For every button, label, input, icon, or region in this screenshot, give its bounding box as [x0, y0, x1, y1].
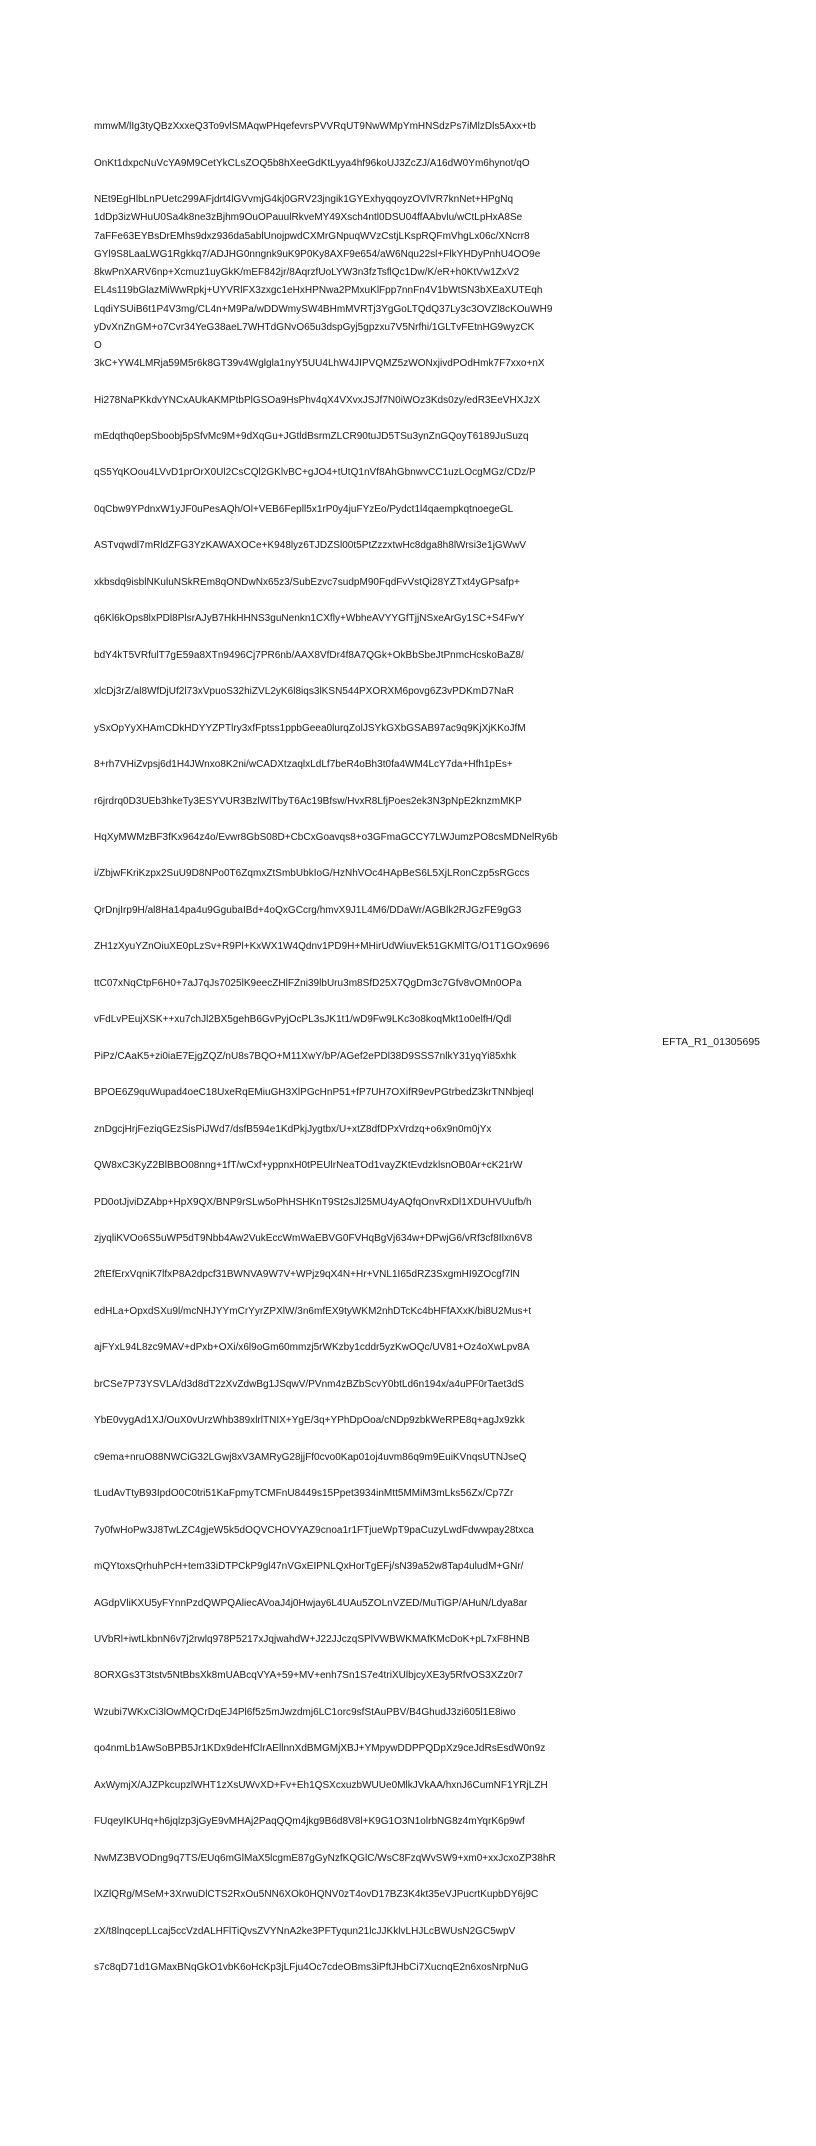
- text-line: EL4s119bGlazMiWwRpkj+UYVRlFX3zxgc1eHxHPNwa2PMxuKlFpp7nnFn4V1bWtSN3bXEaXUTEqh: [94, 285, 543, 297]
- text-line: tLudAvTtyB93IpdO0C0tri51KaFpmyTCMFnU8449s15Ppet3934inMtt5MMiM3mLks56Zx/Cp7Zr: [94, 1488, 514, 1500]
- text-line: NEt9EgHlbLnPUetc299AFjdrt4lGVvmjG4kj0GRV23jngik1GYExhyqqoyzOVlVR7knNet+HPgNq: [94, 194, 514, 206]
- text-line: q6Kl6kOps8lxPDl8PlsrAJyB7HkHHNS3guNenkn1CXfly+WbheAVYYGfTjjNSxeArGy1SC+S4FwY: [94, 613, 525, 625]
- text-line: O: [94, 340, 102, 352]
- text-line: UVbRl+iwtLkbnN6v7j2rwlq978P5217xJqjwahdW+J22JJczqSPlVWBWKMAfKMcDoK+pL7xF8HNB: [94, 1633, 530, 1645]
- text-line: Hi278NaPKkdvYNCxAUkAKMPtbPlGSOa9HsPhv4qX4VXvxJSJf7N0iWOz3Kds0zy/edR3EeVHXJzX: [94, 394, 541, 406]
- text-line: [94, 1999, 794, 2011]
- text-line: AGdpVliKXU5yFYnnPzdQWPQAliecAVoaJ4j0Hwjay6L4UAu5ZOLnVZED/MuTiGP/AHuN/Ldya8ar: [94, 1597, 528, 1609]
- text-line: YbE0vygAd1XJ/OuX0vUrzWhb389xlrlTNIX+YgE/3q+YPhDpOoa/cNDp9zbkWeRPE8q+agJx9zkk: [94, 1415, 525, 1427]
- text-line: 3kC+YW4LMRja59M5r6k8GT39v4Wglgla1nyY5UU4LhW4JIPVQMZ5zWONxjivdPOdHmk7F7xxo+nX: [94, 358, 545, 370]
- text-line: s7c8qD71d1GMaxBNqGkO1vbK6oHcKp3jLFju4Oc7cdeOBms3iPftJHbCi7XucnqE2n6xosNrpNuG: [94, 1962, 529, 1974]
- text-line: LqdiYSUiB6t1P4V3mg/CL4n+M9Pa/wDDWmySW4BHmMVRTj3YgGoLTQdQ37Ly3c3OVZl8cKOuWH9: [94, 303, 553, 315]
- text-line: 8ORXGs3T3tstv5NtBbsXk8mUABcqVYA+59+MV+enh7Sn1S7e4triXUlbjcyXE3y5RfvOS3XZz0r7: [94, 1670, 524, 1682]
- text-line: 0qCbw9YPdnxW1yJF0uPesAQh/Ol+VEB6Fepll5x1rP0y4juFYzEo/Pydct1l4qaempkqtnoegeGL: [94, 503, 514, 515]
- text-line: brCSe7P73YSVLA/d3d8dT2zXvZdwBg1JSqwV/PVnm4zBZbScvY0btLd6n194x/a4uPF0rTaet3dS: [94, 1378, 525, 1390]
- text-line: NwMZ3BVODng9q7TS/EUq6mGlMaX5lcgmE87gGyNzfKQGlC/WsC8FzqWvSW9+xm0+xxJcxoZP38hR: [94, 1852, 556, 1864]
- text-line: qS5YqKOou4LVvD1prOrX0Ul2CsCQl2GKlvBC+gJO4+tUtQ1nVf8AhGbnwvCC1uzLOcgMGz/CDz/P: [94, 467, 536, 479]
- text-line: ttC07xNqCtpF6H0+7aJ7qJs7025lK9eecZHlFZni39lbUru3m8SfD25X7QgDm3c7Gfv8vOMn0OPa: [94, 977, 522, 989]
- text-line: [94, 2071, 794, 2083]
- text-line: 8+rh7VHiZvpsj6d1H4JWnxo8K2ni/wCADXtzaqlxLdLf7beR4oBh3t0fa4WM4LcY7da+Hfh1pEs+: [94, 759, 513, 771]
- text-line: ySxOpYyXHAmCDkHDYYZPTlry3xfFptss1ppbGeea0lurqZolJSYkGXbGSAB97ac9q9KjXjKKoJfM: [94, 722, 526, 734]
- text-line: yDvXnZnGM+o7Cvr34YeG38aeL7WHTdGNvO65u3dspGyj5gpzxu7V5Nrfhi/1GLTvFEtnHG9wyzCK: [94, 321, 535, 333]
- text-line: r6jrdrq0D3UEb3hkeTy3ESYVUR3BzlWlTbyT6Ac19Bfsw/HvxR8LfjPoes2ek3N3pNpE2knzmMKP: [94, 795, 522, 807]
- text-line: 7y0fwHoPw3J8TwLZC4gjeW5k5dOQVCHOVYAZ9cnoa1r1FTjueWpT9paCuzyLwdFdwwpay28txca: [94, 1524, 534, 1536]
- text-line: ASTvqwdl7mRldZFG3YzKAWAXOCe+K948lyz6TJDZSl00t5PtZzzxtwHc8dga8h8lWrsi3e1jGWwV: [94, 540, 527, 552]
- text-line: 7aFFe63EYBsDrEMhs9dxz936da5ablUnojpwdCXMrGNpuqWVzCstjLKspRQFmVhgLx06c/XNcrr8: [94, 230, 530, 242]
- text-line: zjyqliKVOo6S5uWP5dT9Nbb4Aw2VukEccWmWaEBVG0FVHqBgVj634w+DPwjG6/vRf3cf8Ilxn6V8: [94, 1233, 533, 1244]
- text-line: QrDnjIrp9H/al8Ha14pa4u9GgubaIBd+4oQxGCcrg/hmvX9J1L4M6/DDaWr/AGBlk2RJGzFE9gG3: [94, 904, 522, 916]
- text-line: GYl9S8LaaLWG1Rgkkq7/ADJHG0nngnk9uK9P0Ky8AXF9e654/aW6Nqu22sl+FlkYHDyPnhU4OO9e: [94, 248, 541, 260]
- text-line: qo4nmLb1AwSoBPB5Jr1KDx9deHfClrAEllnnXdBMGMjXBJ+YMpywDDPPQDpXz9ceJdRsEsdW0n9z: [94, 1743, 546, 1755]
- text-line: lXZlQRg/MSeM+3XrwuDlCTS2RxOu5NN6XOk0HQNV0zT4ovD17BZ3K4kt35eVJPucrtKupbDY6j9C: [94, 1889, 539, 1901]
- text-line: FUqeyIKUHq+h6jqlzp3jGyE9vMHAj2PaqQQm4jkg9B6d8V8l+K9G1O3N1olrbNG8z4mYqrK6p9wf: [94, 1816, 525, 1828]
- text-line: BPOE6Z9quWupad4oeC18UxeRqEMiuGH3XlPGcHnP51+fP7UH7OXifR9evPGtrbedZ3krTNNbjeql: [94, 1087, 534, 1099]
- text-line: PD0otJjviDZAbp+HpX9QX/BNP9rSLw5oPhHSHKnT9St2sJl25MU4yAQfqOnvRxDl1XDUHVUufb/h: [94, 1196, 532, 1208]
- text-line: OnKt1dxpcNuVcYA9M9CetYkCLsZOQ5b8hXeeGdKtLyya4hf96koUJ3ZcZJ/A16dW0Ym6hynot/qO: [94, 157, 530, 169]
- text-line: AxWymjX/AJZPkcupzlWHT1zXsUWvXD+Fv+Eh1QSXcxuzbWUUe0MlkJVkAA/hxnJ6CumNF1YRjLZH: [94, 1779, 548, 1791]
- text-line: ajFYxL94L8zc9MAV+dPxb+OXi/x6l9oGm60mmzj5rWKzby1cddr5yzKwOQc/UV81+Oz4oXwLpv8A: [94, 1342, 530, 1354]
- text-line: vFdLvPEujXSK++xu7chJl2BX5gehB6GvPyjOcPL3sJK1t1/wD9Fw9LKc3o8koqMkt1o0elfH/Qdl: [94, 1014, 512, 1026]
- text-line: edHLa+OpxdSXu9l/mcNHJYYmCrYyrZPXlW/3n6mfEX9tyWKM2nhDTcKc4bHFfAXxK/bi8U2Mus+t: [94, 1305, 532, 1317]
- text-line: xlcDj3rZ/al8WfDjUf2l73xVpuoS32hiZVL2yK6l8iqs3lKSN544PXORXM6povg6Z3vPDKmD7NaR: [94, 686, 515, 698]
- text-line: HqXyMWMzBF3fKx964z4o/Evwr8GbS08D+CbCxGoavqs8+o3GFmaGCCY7LWJumzPO8csMDNelRy6b: [94, 832, 558, 844]
- text-line: xkbsdq9isblNKuluNSkREm8qONDwNx65z3/SubEzvc7sudpM90FqdFvVstQi28YZTxt4yGPsafp+: [94, 576, 520, 588]
- text-block-two: [94, 188, 794, 2146]
- text-line: znDgcjHrjFeziqGEzSisPiJWd7/dsfB594e1KdPkjJygtbx/U+xtZ8dfDPxVrdzq+o6x9n0m0jYx: [94, 1123, 492, 1135]
- text-line: ZH1zXyuYZnOiuXE0pLzSv+R9Pl+KxWX1W4Qdnv1PD9H+MHirUdWiuvEk51GKMlTG/O1T1GOx9696: [94, 941, 550, 953]
- text-line: [94, 2144, 794, 2146]
- text-line: 1dDp3izWHuU0Sa4k8ne3zBjhm9OuOPauulRkveMY49Xsch4ntl0DSU04ffAAbvlu/wCtLpHxA8Se: [94, 212, 523, 224]
- text-line: 8kwPnXARV6np+Xcmuz1uyGkK/mEF842jr/8AqrzfUoLYW3n3fzTsflQc1Dw/K/eR+h0KtVw1ZxV2: [94, 267, 520, 279]
- text-line: c9ema+nruO88NWCiG32LGwj8xV3AMRyG28jjFf0cvo0Kap01oj4uvm86q9m9EuiKVnqsUTNJseQ: [94, 1451, 527, 1463]
- text-line: Wzubi7WKxCi3lOwMQCrDqEJ4Pl6f5z5mJwzdmj6LC1orc9sfStAuPBV/B4GhudJ3zi605l1E8iwo: [94, 1706, 516, 1718]
- text-line: mQYtoxsQrhuhPcH+tem33iDTPCkP9gl47nVGxEIPNLQxHorTgEFj/sN39a52w8Tap4uludM+GNr/: [94, 1561, 524, 1573]
- text-line: QW8xC3KyZ2BlBBO08nng+1fT/wCxf+yppnxH0tPEUlrNeaTOd1vayZKtEvdzklsnOB0Ar+cK21rW: [94, 1160, 523, 1172]
- text-line: bdY4kT5VRfulT7gE59a8XTn9496Cj7PR6nb/AAX8VfDr4f8A7QGk+OkBbSbeJtPnmcHcskoBaZ8/: [94, 649, 524, 661]
- text-line: 2ftEfErxVqniK7lfxP8A2dpcf31BWNVA9W7V+WPjz9qX4N+Hr+VNL1I65dRZ3SxgmHI9ZOcgf7lN: [94, 1269, 520, 1281]
- document-id: EFTA_R1_01305695: [662, 1036, 760, 1048]
- text-line: mmwM/lIg3tyQBzXxxeQ3To9vlSMAqwPHqefevrsPVVRqUT9NwWMpYmHNSdzPs7iMlzDls5Axx+tb: [94, 121, 536, 133]
- text-line: PiPz/CAaK5+zi0iaE7EjgZQZ/nU8s7BQO+M11XwY/bP/AGef2ePDl38D9SSS7nlkY31yqYi85xhk: [94, 1050, 517, 1062]
- text-line: zX/t8lnqcepLLcaj5ccVzdALHFlTiQvsZVYNnA2ke3PFTyqun21lcJJKklvLHJLcBWUsN2GC5wpV: [94, 1925, 516, 1937]
- text-line: [94, 2108, 794, 2120]
- text-line: i/ZbjwFKriKzpx2SuU9D8NPo0T6ZqmxZtSmbUbkIoG/HzNhVOc4HApBeS6L5XjLRonCzp5sRGccs: [94, 868, 530, 880]
- text-line: mEdqthq0epSboobj5pSfvMc9M+9dXqGu+JGtldBsrmZLCR90tuJD5TSu3ynZnGQoyT6189JuSuzq: [94, 431, 529, 443]
- text-line: [94, 2035, 794, 2047]
